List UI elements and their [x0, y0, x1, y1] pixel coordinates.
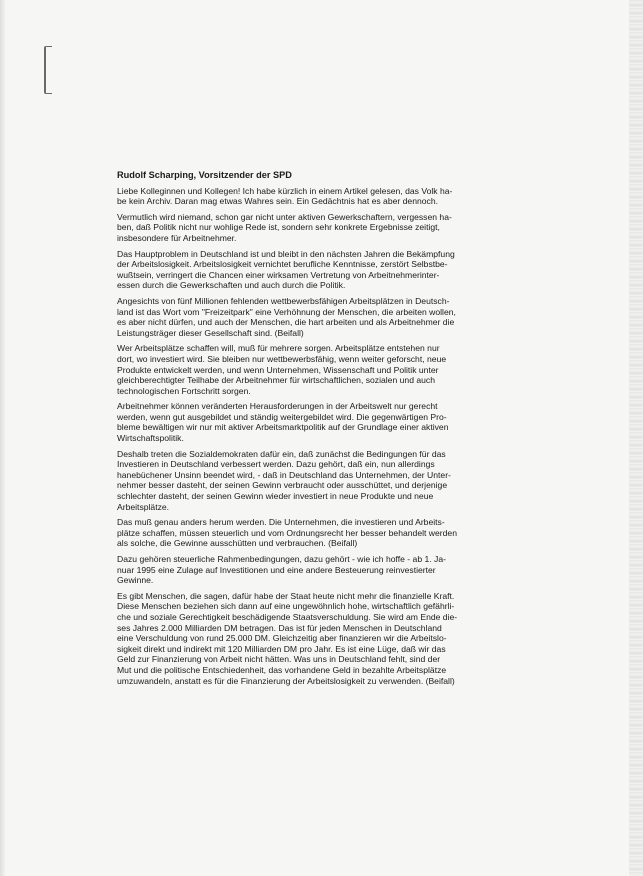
speaker-heading: Rudolf Scharping, Vorsitzender der SPD: [117, 170, 292, 180]
paragraph-10: Es gibt Menschen, die sagen, dafür habe der Staat heute nicht mehr die finanzielle Kraft. Diese Menschen beziehen sich dann auf eine ungewöhnlich hohe, wirtschaftlich gefährli- che und soziale Gerechtigkeit beschädigende Staatsverschuldung. Sie wird am Ende die- ses Jahres 2.000 Milliarden DM betragen. Das ist für jeden Menschen in Deutschland eine Verschuldung von rund 25.000 DM. Gleichzeitig aber finanzieren wir die Arbeitslo- sigkeit direkt und indirekt mit 120 Milliarden DM pro Jahr. Es ist eine Lüge, daß wir das Geld zur Finanzierung von Arbeit nicht hätten. Was uns in Deutschland fehlt, sind der Mut und die politische Entschiedenheit, das vorhandene Geld in bezahlte Arbeitsplätze umzuwandeln, anstatt es für die Finanzierung der Arbeitslosigkeit zu verwenden. (Beifall): [117, 590, 458, 686]
paragraph-7: Deshalb treten die Sozialdemokraten dafür ein, daß zunächst die Bedingungen für das Investieren in Deutschland verbessert werden. Dazu gehört, daß ein, nun allerdings hanebüchener Unsinn beendet wird, - daß in Deutschland das Unternehmen, der Unter- nehmer besser dasteht, der seinen Gewinn verbraucht oder ausschüttet, und derjenige schlechter dasteht, der seinen Gewinn wieder investiert in neue Produkte und neue Arbeitsplätze.: [117, 448, 451, 512]
speech-text-block: [117, 170, 499, 691]
paragraph-5: Wer Arbeitsplätze schaffen will, muß für mehrere sorgen. Arbeitsplätze entstehen nur dort, wo investiert wird. Sie bleiben nur wettbewerbsfähig, wenn weiter geforscht, neue Produkte entwickelt werden, und wenn Unternehmen, Wissenschaft und Politik unter gleichberechtigter Teilhabe der Arbeitnehmer für wirtschaftlichen, sozialen und auch technologischen Fortschritt sorgen.: [117, 343, 447, 396]
paragraph-2: Vermutlich wird niemand, schon gar nicht unter aktiven Gewerkschaftern, vergessen ha- ben, daß Politik nicht nur wohlige Rede ist, sondern sehr konkrete Ergebnisse zeitigt, insbesondere für Arbeitnehmer.: [117, 211, 452, 243]
paragraph-1: Liebe Kolleginnen und Kollegen! Ich habe kürzlich in einem Artikel gelesen, das Volk ha- be kein Archiv. Daran mag etwas Wahres sein. Ein Gedächtnis hat es aber dennoch.: [117, 185, 453, 207]
paragraph-4: Angesichts von fünf Millionen fehlenden wettbewerbsfähigen Arbeitsplätzen in Deutsch- land ist das Wort vom "Freizeitpark" eine Verhöhnung der Menschen, die arbeiten wollen, es aber nicht dürfen, und auch der Menschen, die hart arbeiten und als Arbeitnehmer die Leistungsträger dieser Gesellschaft sind. (Beifall): [117, 295, 456, 338]
paragraph-3: Das Hauptproblem in Deutschland ist und bleibt in den nächsten Jahren die Bekämpfung der Arbeitslosigkeit. Arbeitslosigkeit vernichtet berufliche Kenntnisse, zerstört Selbstbe- wußtsein, verringert die Chancen einer wirksamen Vertretung von Arbeitnehmerinter- essen durch die Gewerkschaften und auch durch die Politik.: [117, 248, 455, 291]
paragraph-8: Das muß genau anders herum werden. Die Unternehmen, die investieren und Arbeits- plätze schaffen, müssen steuerlich und vom Ordnungsrecht her besser behandelt werden als solche, die Gewinne ausschütten und verbrauchen. (Beifall): [117, 517, 457, 549]
scan-edge-shadow-right: [629, 0, 643, 876]
paragraph-6: Arbeitnehmer können veränderten Herausforderungen in der Arbeitswelt nur gerecht werden, wenn gut ausgebildet und ständig weitergebildet wird. Die gegenwärtigen Pro- bleme bewältigen wir nur mit aktiver Arbeitsmarktpolitik auf der Grundlage einer aktiven Wirtschaftspolitik.: [117, 401, 449, 444]
scan-edge-shadow-left: [0, 0, 6, 876]
binder-clip-mark: [44, 46, 52, 94]
paragraph-9: Dazu gehören steuerliche Rahmenbedingungen, dazu gehört - wie ich hoffe - ab 1. Ja- nuar 1995 eine Zulage auf Investitionen und eine andere Besteuerung reinvestierter Gewinne.: [117, 554, 447, 586]
